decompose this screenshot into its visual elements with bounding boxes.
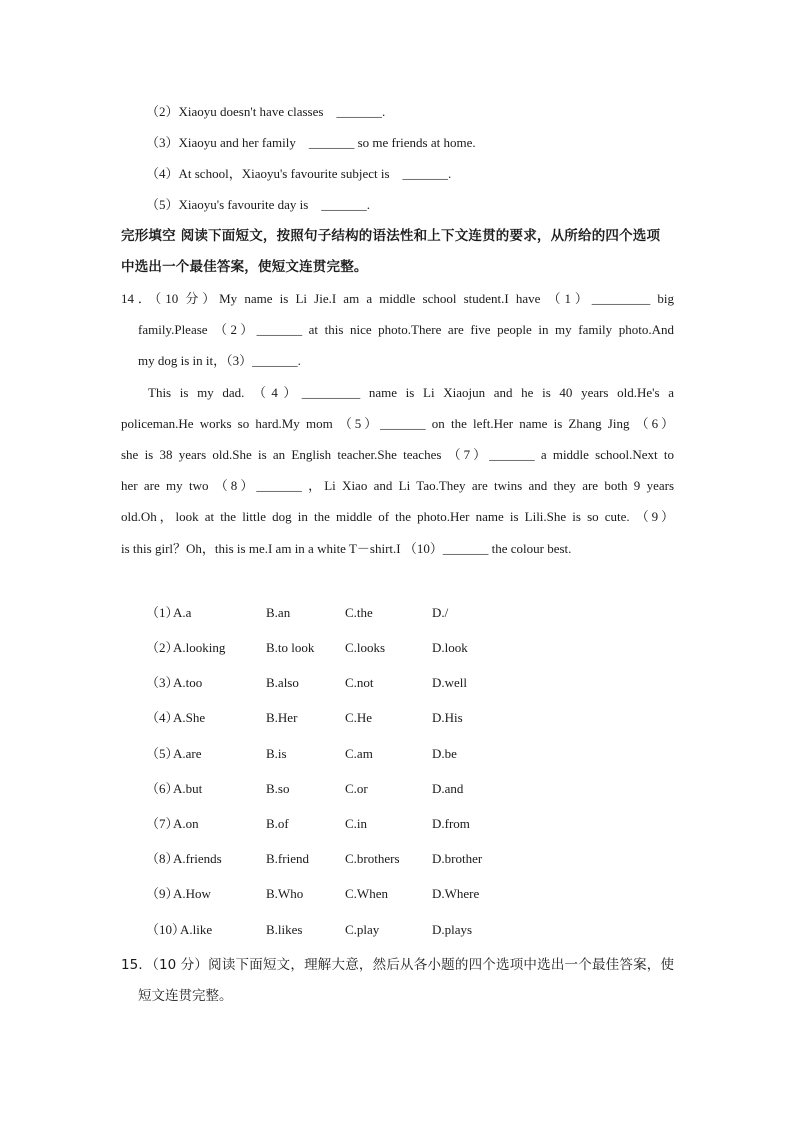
option-a[interactable]: A.She — [173, 710, 206, 725]
option-d[interactable]: D.well — [432, 675, 468, 690]
option-a[interactable]: A.friends — [173, 851, 222, 866]
q14-passage-line-9: is this girl？Oh，this is me.I am in a white T－shirt.I （10）_______ the colour best. — [121, 541, 572, 556]
q13-item-2: （2）Xiaoyu doesn't have classes _______. — [146, 104, 386, 119]
option-a[interactable]: A.How — [173, 886, 211, 901]
option-c[interactable]: C.When — [345, 886, 388, 901]
option-a[interactable]: A.a — [173, 605, 192, 620]
option-b[interactable]: B.also — [266, 675, 299, 690]
cloze-instruction-line-1: 完形填空 阅读下面短文，按照句子结构的语法性和上下文连贯的要求，从所给的四个选项 — [121, 228, 661, 244]
q14-passage-line-2: family.Please （2）_______ at this nice photo.There are five people in my family photo.And — [138, 322, 674, 337]
option-c[interactable]: C.in — [345, 816, 368, 831]
option-number: （2） — [146, 640, 179, 655]
option-b[interactable]: B.Who — [266, 886, 304, 901]
option-d[interactable]: D.brother — [432, 851, 483, 866]
q14-passage-line-7: her are my two （8）_______ ，Li Xiao and Li Tao.They are twins and they are both 9 years — [121, 478, 674, 493]
option-c[interactable]: C.not — [345, 675, 374, 690]
q15-instruction-line-2: 短文连贯完整。 — [138, 988, 233, 1004]
cloze-instruction-line-2: 中选出一个最佳答案，使短文连贯完整。 — [121, 259, 368, 275]
option-d[interactable]: D.look — [432, 640, 468, 655]
option-c[interactable]: C.the — [345, 605, 373, 620]
q15-instruction-line-1: 15．（10 分）阅读下面短文，理解大意，然后从各小题的四个选项中选出一个最佳答案，使 — [121, 957, 674, 973]
option-c[interactable]: C.brothers — [345, 851, 400, 866]
option-b[interactable]: B.of — [266, 816, 289, 831]
option-a[interactable]: A.but — [173, 781, 203, 796]
option-c[interactable]: C.or — [345, 781, 368, 796]
option-a[interactable]: A.are — [173, 746, 202, 761]
option-a[interactable]: A.looking — [173, 640, 226, 655]
q13-item-5: （5）Xiaoyu's favourite day is _______. — [146, 197, 371, 212]
option-b[interactable]: B.an — [266, 605, 291, 620]
option-a[interactable]: A.like — [180, 922, 213, 937]
q14-passage-line-3: my dog is in it，（3）_______. — [138, 353, 301, 368]
option-b[interactable]: B.Her — [266, 710, 298, 725]
option-d[interactable]: D.Where — [432, 886, 480, 901]
option-number: （6） — [146, 781, 179, 796]
option-number: （3） — [146, 675, 179, 690]
q14-passage-line-1: 14．（10 分）My name is Li Jie.I am a middle school student.I have （1）_________ big — [121, 291, 674, 306]
option-b[interactable]: B.is — [266, 746, 287, 761]
option-d[interactable]: D.His — [432, 710, 463, 725]
option-number: （8） — [146, 851, 179, 866]
q14-passage-line-6: she is 38 years old.She is an English teacher.She teaches （7）_______ a middle school.Next to — [121, 447, 674, 462]
option-c[interactable]: C.play — [345, 922, 380, 937]
option-a[interactable]: A.on — [173, 816, 199, 831]
option-number: （1） — [146, 605, 179, 620]
option-b[interactable]: B.friend — [266, 851, 309, 866]
option-number: （5） — [146, 746, 179, 761]
option-b[interactable]: B.so — [266, 781, 290, 796]
option-b[interactable]: B.likes — [266, 922, 303, 937]
option-number: （7） — [146, 816, 179, 831]
option-d[interactable]: D./ — [432, 605, 449, 620]
option-number: （10） — [146, 922, 186, 937]
option-d[interactable]: D.be — [432, 746, 457, 761]
q13-item-3: （3）Xiaoyu and her family _______ so me friends at home. — [146, 135, 476, 150]
option-c[interactable]: C.He — [345, 710, 373, 725]
option-a[interactable]: A.too — [173, 675, 203, 690]
option-d[interactable]: D.plays — [432, 922, 473, 937]
option-c[interactable]: C.looks — [345, 640, 386, 655]
option-number: （4） — [146, 710, 179, 725]
q14-passage-line-4: This is my dad. （4）_________ name is Li Xiaojun and he is 40 years old.He's a — [148, 385, 674, 400]
q13-item-4: （4）At school，Xiaoyu's favourite subject is _______. — [146, 166, 452, 181]
option-b[interactable]: B.to look — [266, 640, 315, 655]
q14-passage-line-5: policeman.He works so hard.My mom （5）_______ on the left.Her name is Zhang Jing （6） — [121, 416, 674, 431]
q14-passage-line-8: old.Oh，look at the little dog in the middle of the photo.Her name is Lili.She is so cute. （9） — [121, 509, 674, 524]
option-d[interactable]: D.from — [432, 816, 470, 831]
option-c[interactable]: C.am — [345, 746, 373, 761]
option-number: （9） — [146, 886, 179, 901]
option-d[interactable]: D.and — [432, 781, 464, 796]
